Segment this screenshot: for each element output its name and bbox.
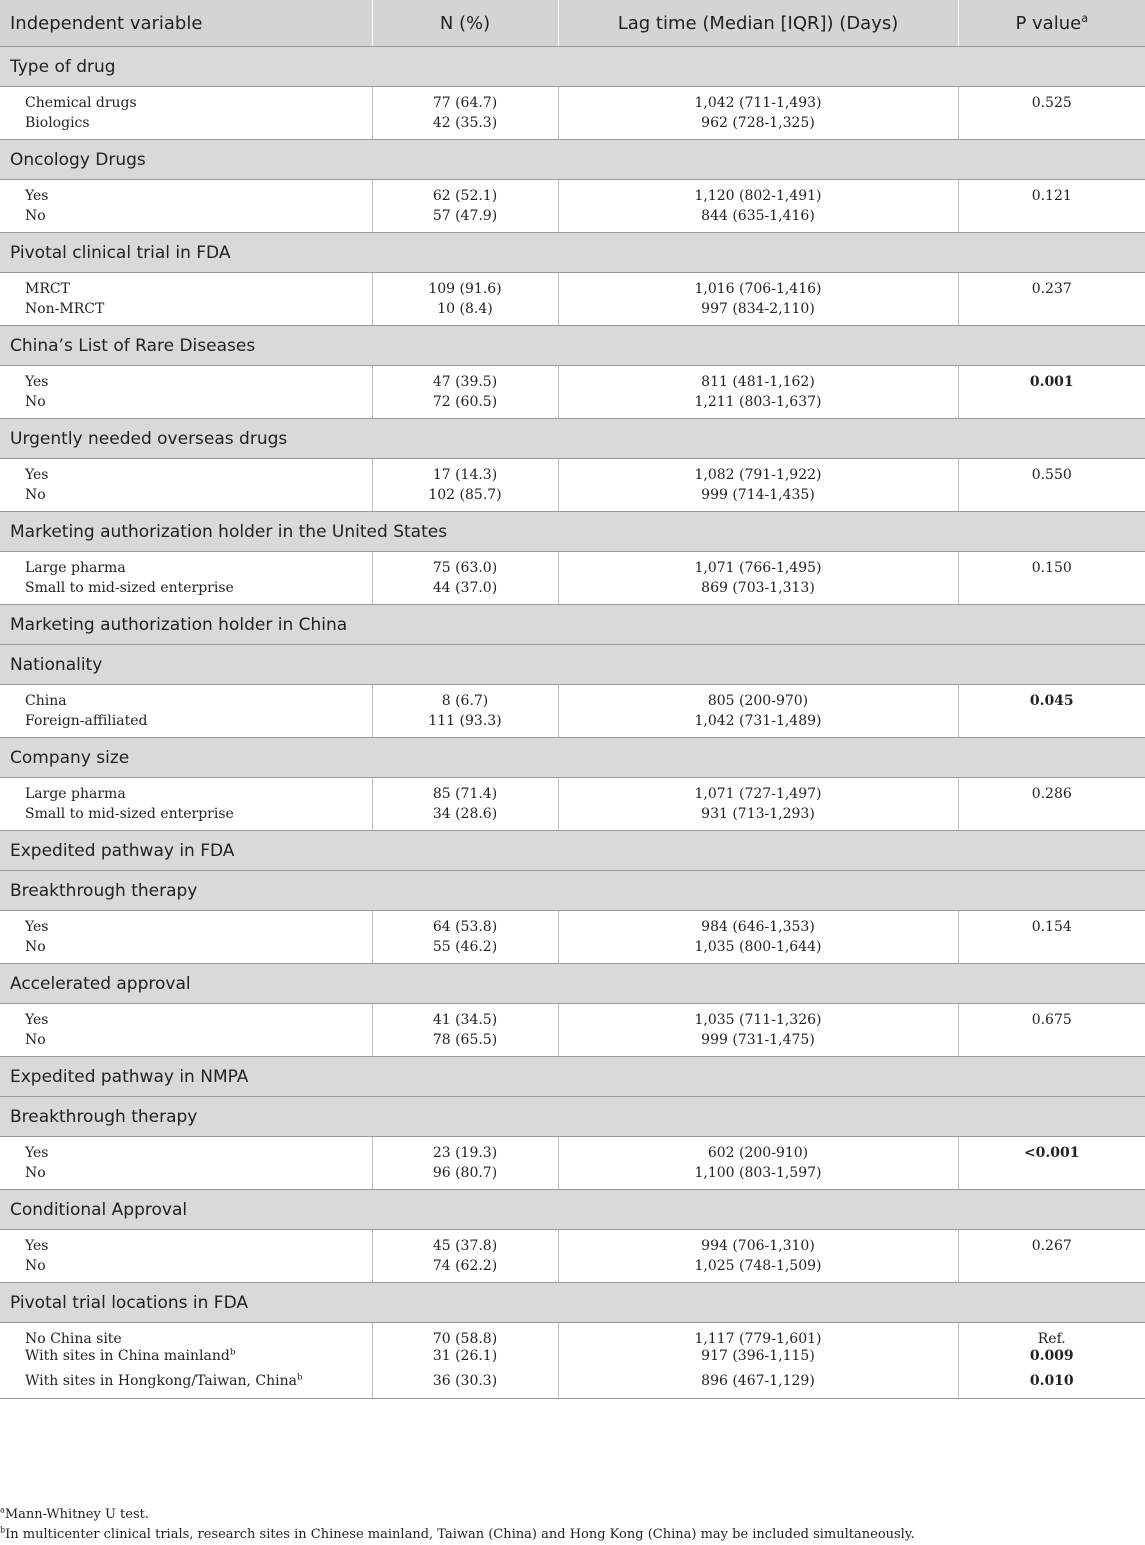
- footnote-text: In multicenter clinical trials, research sites in Chinese mainland, Taiwan (China) and Hong Kong (China) may be included simultaneously.: [5, 1527, 915, 1542]
- row-lag: 1,120 (802-1,491): [558, 180, 958, 209]
- row-n: 75 (63.0): [372, 552, 558, 581]
- row-label: Yes: [0, 1004, 372, 1033]
- row-p: 0.010: [958, 1373, 1145, 1399]
- header-lag-time: Lag time (Median [IQR]) (Days): [558, 0, 958, 47]
- row-p: 0.150: [1031, 560, 1072, 576]
- section-title: Marketing authorization holder in the United States: [0, 512, 1145, 552]
- section-heading-row: [0, 47, 1145, 87]
- section-rows: [0, 1137, 1145, 1190]
- section-heading-row: [0, 738, 1145, 778]
- table-row: [0, 180, 1145, 209]
- section-rare-diseases: [0, 326, 1145, 366]
- section-pivotal-clinical-trial: [0, 233, 1145, 273]
- table-row: [0, 806, 1145, 831]
- table-row: [0, 1004, 1145, 1033]
- section-rows: [0, 911, 1145, 964]
- row-lag: 869 (703-1,313): [558, 580, 958, 605]
- row-n: 8 (6.7): [372, 685, 558, 714]
- row-n: 41 (34.5): [372, 1004, 558, 1033]
- row-lag: 962 (728-1,325): [558, 115, 958, 140]
- table-row: [0, 778, 1145, 807]
- row-label: Chemical drugs: [0, 87, 372, 116]
- row-lag: 1,035 (711-1,326): [558, 1004, 958, 1033]
- row-lag: 999 (714-1,435): [558, 487, 958, 512]
- section-title: Marketing authorization holder in China: [0, 605, 1145, 645]
- row-p: [958, 301, 1145, 326]
- row-p: 0.267: [1031, 1238, 1072, 1254]
- row-p: [958, 939, 1145, 964]
- section-rows: [0, 552, 1145, 605]
- row-p: 0.009: [1029, 1348, 1074, 1364]
- row-p: <0.001: [1023, 1145, 1080, 1161]
- row-label: No: [0, 208, 372, 233]
- row-lag: 999 (731-1,475): [558, 1032, 958, 1057]
- row-label: No China site: [0, 1323, 372, 1349]
- section-title: Conditional Approval: [0, 1190, 1145, 1230]
- row-p: Ref.: [1037, 1331, 1066, 1347]
- row-label: Large pharma: [0, 778, 372, 807]
- row-n: 47 (39.5): [372, 366, 558, 395]
- row-n: 55 (46.2): [372, 939, 558, 964]
- row-n: 64 (53.8): [372, 911, 558, 940]
- row-lag: 1,035 (800-1,644): [558, 939, 958, 964]
- section-title: China’s List of Rare Diseases: [0, 326, 1145, 366]
- row-p: [958, 580, 1145, 605]
- row-label: No: [0, 1165, 372, 1190]
- section-mah-china: [0, 605, 1145, 645]
- row-label: No: [0, 394, 372, 419]
- row-lag: 896 (467-1,129): [558, 1373, 958, 1399]
- section-trial-locations: [0, 1283, 1145, 1323]
- row-lag: 994 (706-1,310): [558, 1230, 958, 1259]
- section-company-size: [0, 738, 1145, 778]
- row-lag: 1,025 (748-1,509): [558, 1258, 958, 1283]
- section-rows: [0, 366, 1145, 419]
- row-p: [958, 713, 1145, 738]
- row-lag: 1,042 (711-1,493): [558, 87, 958, 116]
- row-n: 74 (62.2): [372, 1258, 558, 1283]
- header-n-percent: N (%): [372, 0, 558, 47]
- table-row: [0, 1323, 1145, 1349]
- row-lag: 1,016 (706-1,416): [558, 273, 958, 302]
- header-p-value-label: P value: [1015, 12, 1082, 34]
- footnote-marker: b: [296, 1372, 303, 1383]
- table-row: [0, 115, 1145, 140]
- section-title: Breakthrough therapy: [0, 1097, 1145, 1137]
- row-n: 72 (60.5): [372, 394, 558, 419]
- table-row: [0, 685, 1145, 714]
- row-n: 31 (26.1): [372, 1348, 558, 1373]
- section-heading-row: [0, 871, 1145, 911]
- table-row: [0, 911, 1145, 940]
- section-title: Accelerated approval: [0, 964, 1145, 1004]
- row-p: [958, 487, 1145, 512]
- table-row: [0, 273, 1145, 302]
- row-n: 44 (37.0): [372, 580, 558, 605]
- row-n: 17 (14.3): [372, 459, 558, 488]
- row-label: Yes: [0, 1230, 372, 1259]
- section-mah-us: [0, 512, 1145, 552]
- section-title: Company size: [0, 738, 1145, 778]
- section-rows: [0, 685, 1145, 738]
- section-rows: [0, 87, 1145, 140]
- row-label: Small to mid-sized enterprise: [0, 806, 372, 831]
- section-heading-row: [0, 964, 1145, 1004]
- table-row: [0, 301, 1145, 326]
- row-lag: 811 (481-1,162): [558, 366, 958, 395]
- section-rows: [0, 1004, 1145, 1057]
- table-row: [0, 1165, 1145, 1190]
- row-p: [958, 1165, 1145, 1190]
- section-title: Nationality: [0, 645, 1145, 685]
- section-expedited-nmpa: [0, 1057, 1145, 1097]
- row-lag: 1,042 (731-1,489): [558, 713, 958, 738]
- section-title: Expedited pathway in FDA: [0, 831, 1145, 871]
- row-p: [958, 394, 1145, 419]
- row-lag: 984 (646-1,353): [558, 911, 958, 940]
- row-label: Yes: [0, 180, 372, 209]
- row-label: No: [0, 1258, 372, 1283]
- row-label: Small to mid-sized enterprise: [0, 580, 372, 605]
- section-rows: [0, 1323, 1145, 1399]
- row-label: No: [0, 487, 372, 512]
- section-title: Oncology Drugs: [0, 140, 1145, 180]
- row-label: Yes: [0, 1137, 372, 1166]
- table-row: [0, 552, 1145, 581]
- section-heading-row: [0, 1057, 1145, 1097]
- row-p: [958, 1258, 1145, 1283]
- row-label: Yes: [0, 366, 372, 395]
- row-n: 62 (52.1): [372, 180, 558, 209]
- row-n: 77 (64.7): [372, 87, 558, 116]
- footnote-a: [0, 1507, 1145, 1522]
- section-urgently-needed: [0, 419, 1145, 459]
- row-n: 70 (58.8): [372, 1323, 558, 1349]
- row-n: 23 (19.3): [372, 1137, 558, 1166]
- row-p: [958, 806, 1145, 831]
- row-p: 0.045: [1029, 693, 1074, 709]
- section-title: Urgently needed overseas drugs: [0, 419, 1145, 459]
- row-label: Large pharma: [0, 552, 372, 581]
- row-label: Biologics: [0, 115, 372, 140]
- table-row: [0, 1258, 1145, 1283]
- table-row: [0, 1137, 1145, 1166]
- footnote-marker: a: [0, 1505, 5, 1515]
- row-label: No: [0, 939, 372, 964]
- row-n: 36 (30.3): [372, 1373, 558, 1399]
- header-p-value: [958, 0, 1145, 47]
- section-heading-row: [0, 1283, 1145, 1323]
- row-lag: 844 (635-1,416): [558, 208, 958, 233]
- table-row: [0, 366, 1145, 395]
- section-conditional-approval: [0, 1190, 1145, 1230]
- table-row: [0, 580, 1145, 605]
- section-rows: [0, 180, 1145, 233]
- row-label: [0, 1373, 372, 1399]
- table-row: [0, 1230, 1145, 1259]
- section-type-of-drug: [0, 47, 1145, 87]
- row-lag: 1,082 (791-1,922): [558, 459, 958, 488]
- section-rows: [0, 778, 1145, 831]
- row-label: China: [0, 685, 372, 714]
- table-row: [0, 1348, 1145, 1373]
- section-title: Pivotal clinical trial in FDA: [0, 233, 1145, 273]
- table-row: [0, 208, 1145, 233]
- row-p: 0.550: [1031, 467, 1072, 483]
- row-p: [958, 208, 1145, 233]
- table-row: [0, 1032, 1145, 1057]
- row-n: 96 (80.7): [372, 1165, 558, 1190]
- row-label: MRCT: [0, 273, 372, 302]
- footnote-b: [0, 1527, 1145, 1542]
- section-title: Breakthrough therapy: [0, 871, 1145, 911]
- table-row: [0, 87, 1145, 116]
- section-title: Expedited pathway in NMPA: [0, 1057, 1145, 1097]
- section-rows: [0, 1230, 1145, 1283]
- row-label: No: [0, 1032, 372, 1057]
- row-p: 0.675: [1031, 1012, 1072, 1028]
- section-heading-row: [0, 233, 1145, 273]
- row-lag: 805 (200-970): [558, 685, 958, 714]
- table-row: [0, 713, 1145, 738]
- row-lag: 602 (200-910): [558, 1137, 958, 1166]
- section-nationality: [0, 645, 1145, 685]
- row-p: 0.001: [1029, 374, 1074, 390]
- table-row: [0, 394, 1145, 419]
- table-row: [0, 1373, 1145, 1399]
- row-lag: 997 (834-2,110): [558, 301, 958, 326]
- row-label-text: With sites in Hongkong/Taiwan, China: [25, 1373, 297, 1389]
- section-title: Type of drug: [0, 47, 1145, 87]
- table-row: [0, 459, 1145, 488]
- row-p: 0.525: [1031, 95, 1072, 111]
- row-lag: 1,071 (727-1,497): [558, 778, 958, 807]
- row-n: 102 (85.7): [372, 487, 558, 512]
- footnote-text: Mann-Whitney U test.: [4, 1507, 149, 1522]
- footnote-marker: a: [1081, 11, 1089, 25]
- row-n: 111 (93.3): [372, 713, 558, 738]
- row-p: 0.286: [1031, 786, 1072, 802]
- section-heading-row: [0, 326, 1145, 366]
- row-label: Yes: [0, 459, 372, 488]
- row-label: Yes: [0, 911, 372, 940]
- row-label: Foreign-affiliated: [0, 713, 372, 738]
- row-lag: 1,117 (779-1,601): [558, 1323, 958, 1349]
- row-label: [0, 1348, 372, 1373]
- table-row: [0, 939, 1145, 964]
- section-heading-row: [0, 1190, 1145, 1230]
- row-n: 45 (37.8): [372, 1230, 558, 1259]
- section-heading-row: [0, 831, 1145, 871]
- section-rows: [0, 459, 1145, 512]
- row-n: 10 (8.4): [372, 301, 558, 326]
- section-heading-row: [0, 512, 1145, 552]
- row-p: [958, 1032, 1145, 1057]
- row-n: 34 (28.6): [372, 806, 558, 831]
- row-p: 0.154: [1031, 919, 1072, 935]
- row-n: 85 (71.4): [372, 778, 558, 807]
- section-title: Pivotal trial locations in FDA: [0, 1283, 1145, 1323]
- section-nmpa-breakthrough: [0, 1097, 1145, 1137]
- table-header-row: [0, 0, 1145, 47]
- row-p: 0.121: [1031, 188, 1072, 204]
- section-heading-row: [0, 419, 1145, 459]
- row-n: 109 (91.6): [372, 273, 558, 302]
- section-oncology-drugs: [0, 140, 1145, 180]
- row-lag: 931 (713-1,293): [558, 806, 958, 831]
- section-expedited-fda: [0, 831, 1145, 871]
- row-lag: 1,211 (803-1,637): [558, 394, 958, 419]
- section-heading-row: [0, 1097, 1145, 1137]
- row-n: 57 (47.9): [372, 208, 558, 233]
- row-n: 42 (35.3): [372, 115, 558, 140]
- row-lag: 1,100 (803-1,597): [558, 1165, 958, 1190]
- row-lag: 917 (396-1,115): [558, 1348, 958, 1373]
- footnote-marker: b: [0, 1525, 6, 1535]
- table-row: [0, 487, 1145, 512]
- row-p: [958, 115, 1145, 140]
- footnote-marker: b: [229, 1347, 236, 1358]
- section-rows: [0, 273, 1145, 326]
- section-heading-row: [0, 645, 1145, 685]
- section-heading-row: [0, 140, 1145, 180]
- section-fda-breakthrough: [0, 871, 1145, 911]
- row-p: 0.237: [1031, 281, 1072, 297]
- row-n: 78 (65.5): [372, 1032, 558, 1057]
- section-accelerated-approval: [0, 964, 1145, 1004]
- row-lag: 1,071 (766-1,495): [558, 552, 958, 581]
- row-label-text: With sites in China mainland: [25, 1348, 230, 1364]
- row-label: Non-MRCT: [0, 301, 372, 326]
- section-heading-row: [0, 605, 1145, 645]
- header-independent-variable: Independent variable: [0, 0, 372, 47]
